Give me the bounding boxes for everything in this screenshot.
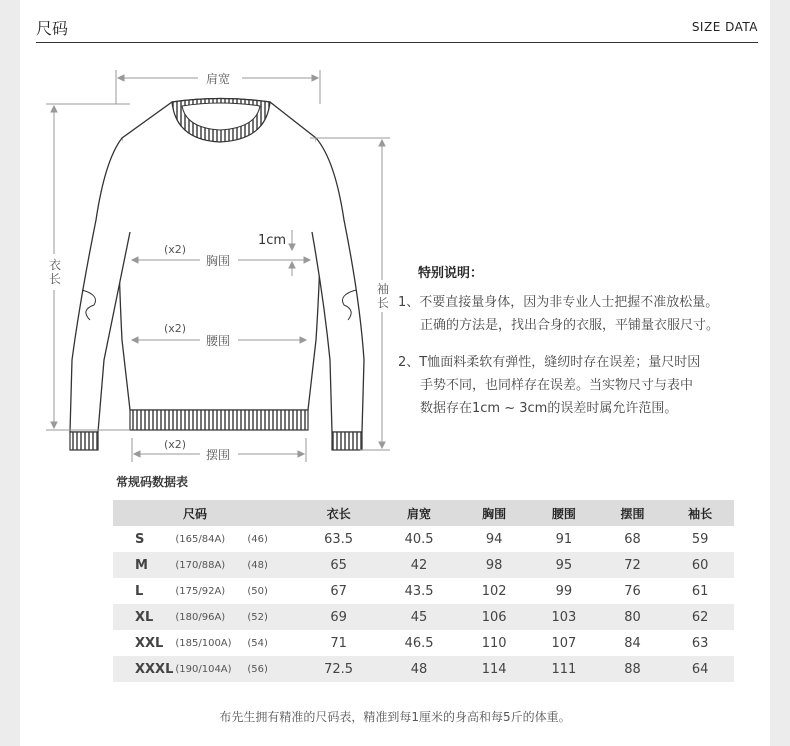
- col-header-size: 尺码: [113, 500, 298, 526]
- page-subtitle: SIZE DATA: [691, 20, 758, 34]
- hem-cell: 68: [624, 531, 641, 547]
- shoulder-width-label: 肩宽: [206, 72, 231, 86]
- page-title: 尺码: [36, 19, 69, 38]
- col-header-sleeve: 袖长: [666, 500, 734, 526]
- right-cuff-rib: [332, 432, 362, 450]
- left-cuff-rib: [70, 432, 98, 450]
- chest-cell: 110: [481, 635, 507, 651]
- shoulder-cell: 46.5: [404, 635, 434, 651]
- note-1-line-2: 正确的方法是，找出合身的衣服，平铺量衣服尺寸。: [420, 318, 720, 333]
- chest-cell: 106: [459, 604, 529, 630]
- right-sleeve-outline: [312, 138, 364, 432]
- length-cell: 65: [298, 552, 378, 578]
- chest-multiplier: (x2): [164, 243, 187, 256]
- size-cell: XXL: [135, 635, 164, 651]
- special-notes: [398, 262, 758, 420]
- size-number-cell: (50): [247, 585, 268, 597]
- sleeve-cell: 61: [691, 583, 709, 599]
- sleeve-cell: 64: [666, 656, 734, 682]
- waist-cell: 107: [551, 635, 577, 651]
- size-number-cell: (56): [246, 656, 298, 682]
- hem-cell: 88: [599, 656, 667, 682]
- size-cell: S: [135, 531, 145, 547]
- table-row: [113, 630, 734, 656]
- size-chart-page: [20, 0, 770, 746]
- waist-cell: 99: [555, 583, 573, 599]
- size-cell: L: [135, 583, 144, 599]
- note-2-line-3: 数据存在1cm ~ 3cm的误差时属允许范围。: [420, 401, 678, 416]
- waist-cell: 91: [555, 531, 573, 547]
- shoulder-cell: 42: [379, 552, 459, 578]
- length-cell: 69: [298, 604, 378, 630]
- waist-cell: 95: [529, 552, 599, 578]
- sleeve-cell: 59: [691, 531, 709, 547]
- waist-cell: 111: [529, 656, 599, 682]
- size-cell: XXXL: [113, 656, 174, 682]
- shoulder-cell: 48: [379, 656, 459, 682]
- hem-rib: [130, 410, 308, 430]
- chest-cell: 98: [459, 552, 529, 578]
- note-1-line-1: 1、不要直接量身体，因为非专业人士把握不准放松量。: [398, 295, 719, 310]
- table-row: [113, 604, 734, 630]
- table-row: [113, 552, 734, 578]
- model-cell: (165/84A): [175, 533, 226, 545]
- model-cell: (185/100A): [175, 637, 232, 649]
- size-number-cell: (46): [247, 533, 268, 545]
- size-table-title: 常规码数据表: [116, 475, 189, 489]
- size-number-cell: (48): [246, 552, 298, 578]
- length-cell: 63.5: [324, 531, 354, 547]
- shoulder-cell: 43.5: [404, 583, 434, 599]
- col-header-chest: 胸围: [459, 500, 529, 526]
- size-table-header-row: [113, 500, 734, 526]
- notes-title: 特别说明：: [418, 266, 484, 281]
- body-length-label: 衣长: [48, 258, 61, 286]
- model-cell: (180/96A): [174, 604, 246, 630]
- col-header-waist: 腰围: [529, 500, 599, 526]
- size-cell: M: [113, 552, 174, 578]
- col-header-hem: 摆围: [599, 500, 667, 526]
- note-2-line-1: 2、T恤面料柔软有弹性，缝纫时存在误差；量尺时因: [398, 355, 701, 370]
- model-cell: (175/92A): [175, 585, 226, 597]
- size-table: [113, 500, 734, 682]
- size-cell: XL: [113, 604, 174, 630]
- chest-label: 胸围: [206, 254, 231, 268]
- length-cell: 72.5: [298, 656, 378, 682]
- col-header-shoulder: 肩宽: [379, 500, 459, 526]
- waist-cell: 103: [529, 604, 599, 630]
- chest-cell: 102: [481, 583, 507, 599]
- sleeve-cell: 63: [691, 635, 709, 651]
- hem-label: 摆围: [206, 448, 231, 462]
- length-cell: 71: [330, 635, 347, 651]
- hem-cell: 72: [599, 552, 667, 578]
- size-number-cell: (52): [246, 604, 298, 630]
- size-number-cell: (54): [247, 637, 268, 649]
- one-cm-label: 1cm: [258, 233, 287, 248]
- chest-cell: 94: [485, 531, 503, 547]
- hem-cell: 80: [599, 604, 667, 630]
- note-2-line-2: 手势不同，也同样存在误差。当实物尺寸与表中: [420, 378, 694, 393]
- waist-label: 腰围: [206, 334, 231, 348]
- chest-cell: 114: [459, 656, 529, 682]
- model-cell: (190/104A): [174, 656, 246, 682]
- footer-note: 布先生拥有精准的尺码表，精准到每1厘米的身高和每5斤的体重。: [219, 710, 571, 724]
- table-row: [113, 578, 734, 604]
- table-row: [113, 656, 734, 682]
- waist-multiplier: (x2): [164, 322, 187, 335]
- hem-cell: 84: [624, 635, 641, 651]
- hem-multiplier: (x2): [164, 438, 187, 451]
- sleeve-length-label: 袖长: [376, 282, 389, 310]
- length-cell: 67: [330, 583, 347, 599]
- sleeve-cell: 60: [666, 552, 734, 578]
- shoulder-cell: 45: [379, 604, 459, 630]
- shoulder-cell: 40.5: [404, 531, 434, 547]
- table-row: [113, 526, 734, 552]
- model-cell: (170/88A): [174, 552, 246, 578]
- sleeve-cell: 62: [666, 604, 734, 630]
- hem-cell: 76: [624, 583, 641, 599]
- col-header-length: 衣长: [298, 500, 378, 526]
